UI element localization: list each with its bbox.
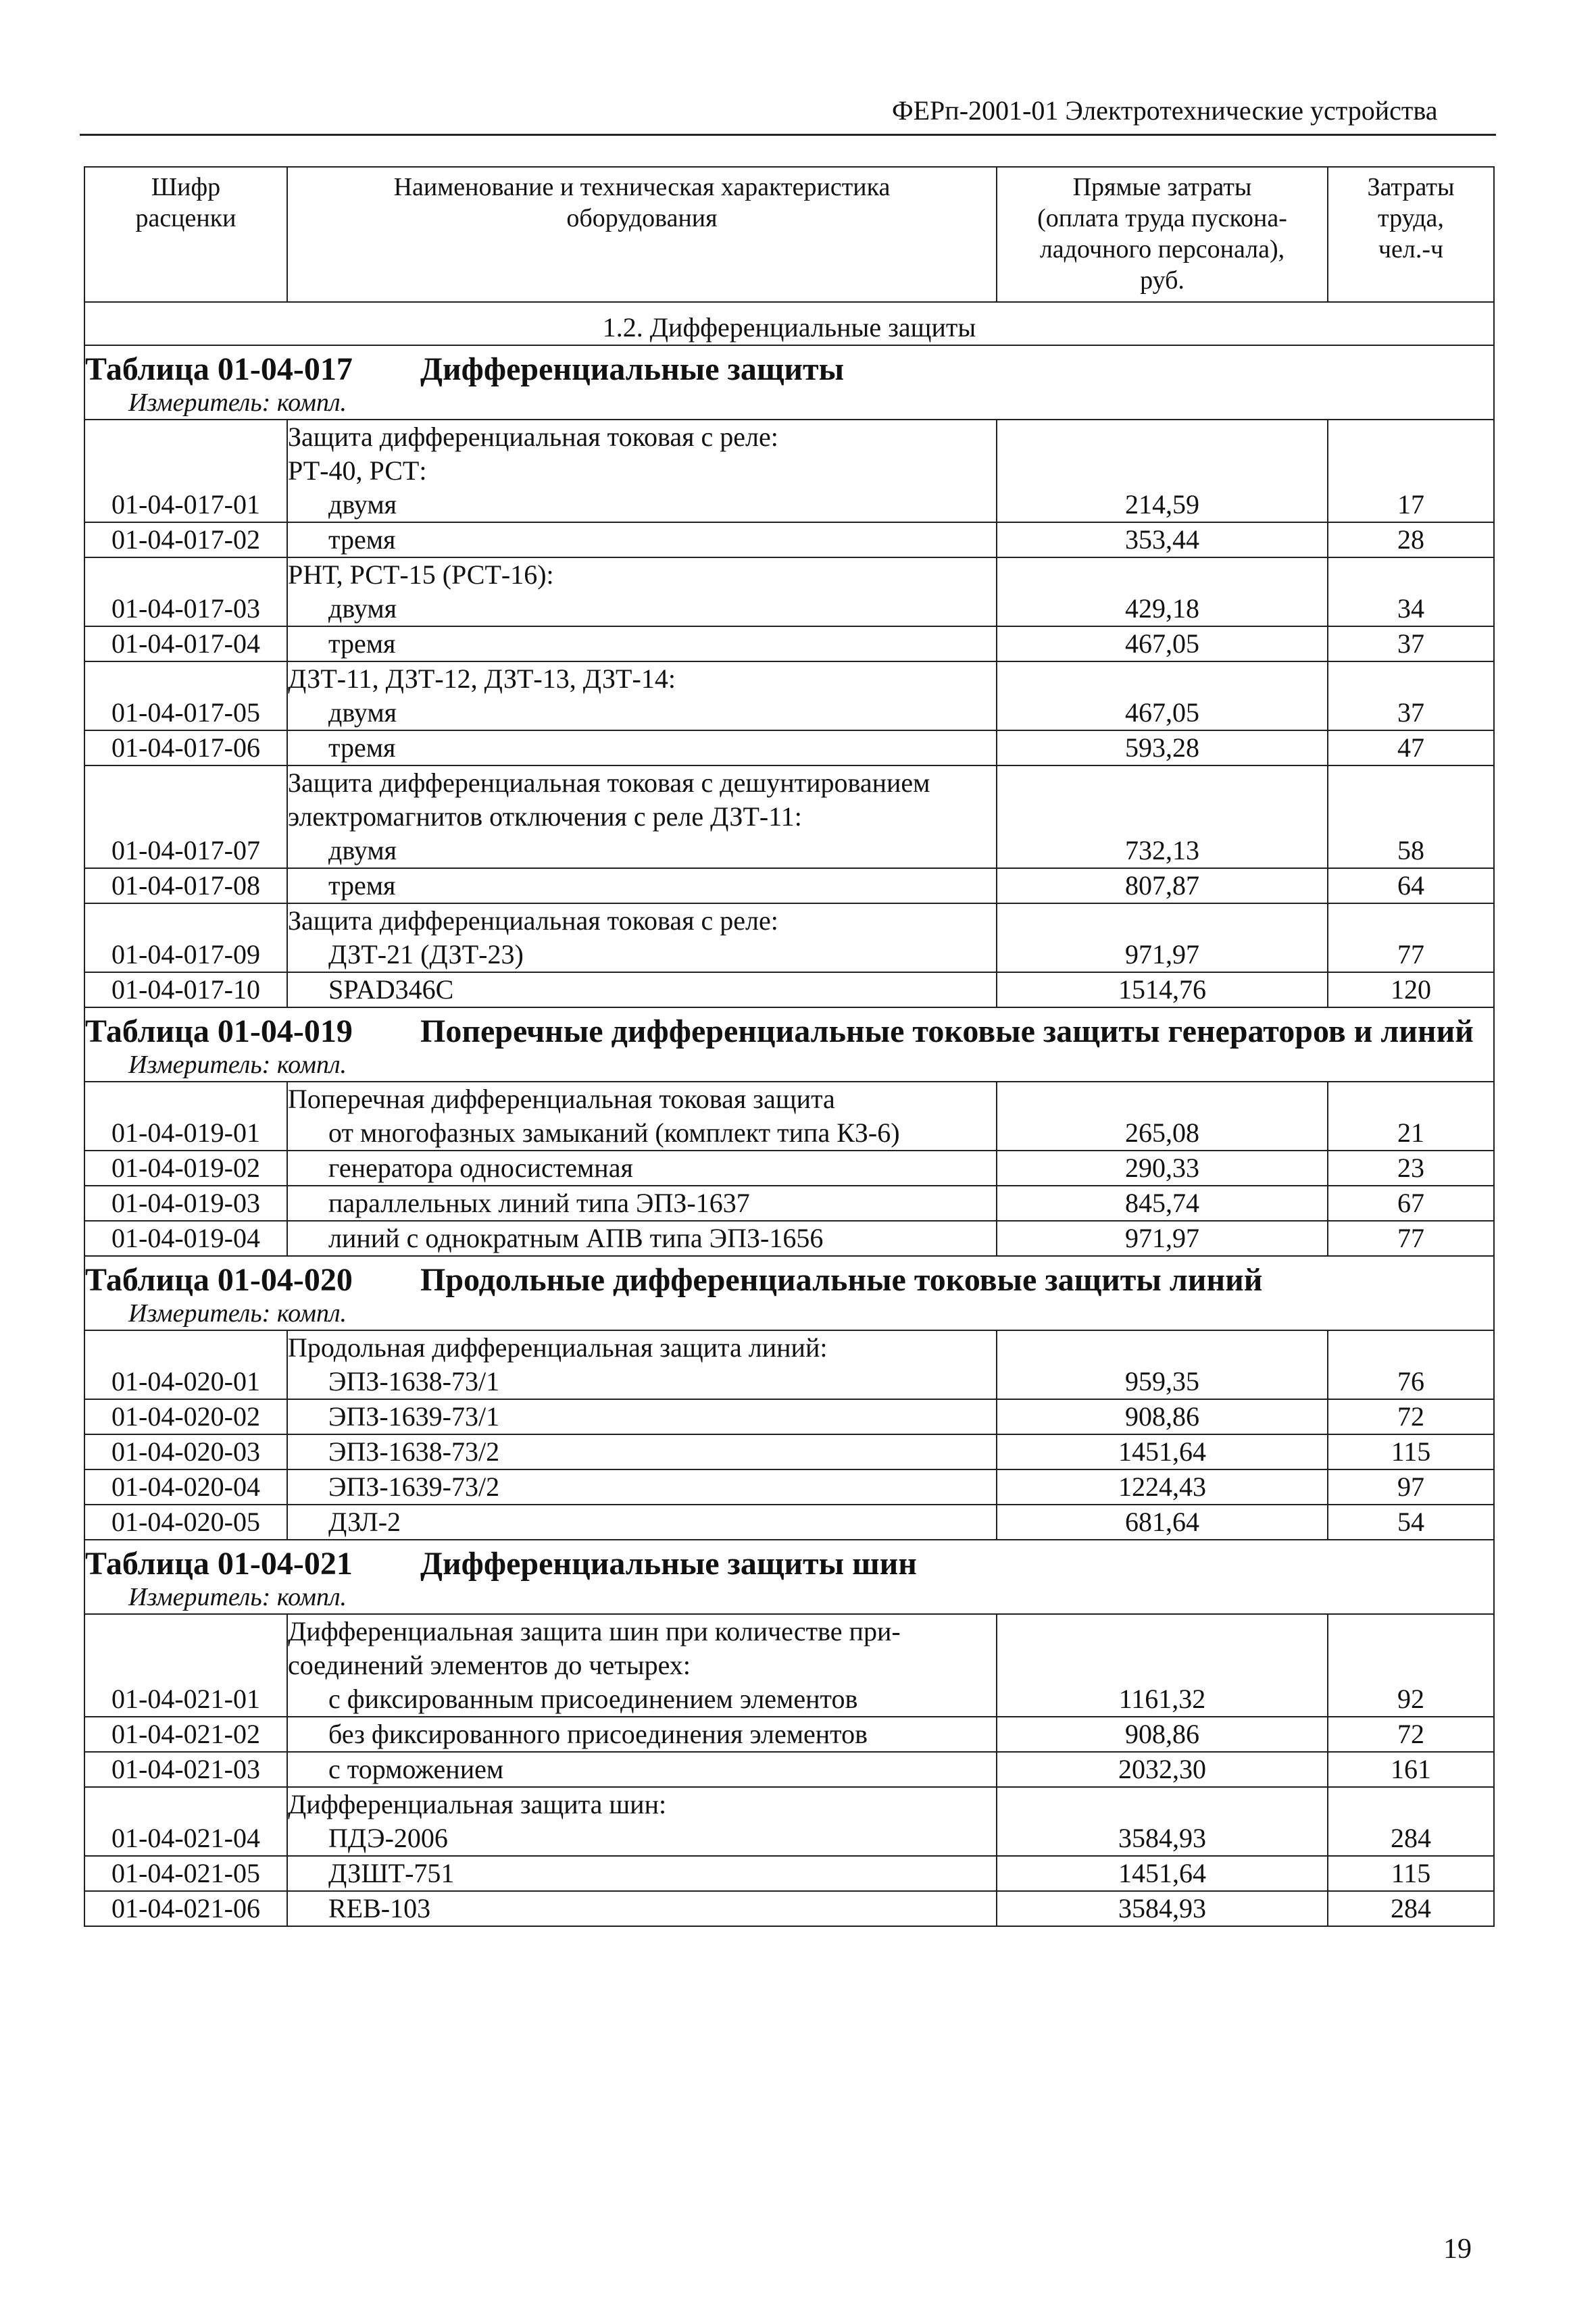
labor-value: 115 — [1328, 1434, 1494, 1469]
labor-value: 115 — [1328, 1856, 1494, 1891]
table-heading — [84, 1256, 1494, 1330]
labor-value: 28 — [1328, 522, 1494, 557]
group-heading: Продольная дифференциальная защита линий: — [288, 1332, 828, 1363]
section-row — [84, 302, 1494, 345]
item-name — [287, 868, 997, 903]
item-label: тремя — [328, 870, 396, 901]
rate-code: 01-04-017-07 — [84, 765, 287, 868]
item-label: ПДЭ-2006 — [328, 1823, 448, 1853]
table-row — [84, 557, 1494, 626]
column-header-code-line: расценки — [135, 204, 236, 232]
table-row — [84, 1505, 1494, 1540]
table-name: Поперечные дифференциальные токовые защиты генераторов и линий — [420, 1013, 1474, 1049]
labor-value: 37 — [1328, 626, 1494, 661]
table-number: Таблица 01-04-019 — [85, 1013, 353, 1049]
table-row — [84, 868, 1494, 903]
rate-code: 01-04-017-02 — [84, 522, 287, 557]
group-heading: Защита дифференциальная токовая с реле: — [288, 422, 778, 452]
item-name — [287, 1151, 997, 1186]
item-label: генератора односистемная — [328, 1153, 633, 1183]
rate-code: 01-04-017-01 — [84, 420, 287, 522]
labor-value: 161 — [1328, 1752, 1494, 1787]
rate-code: 01-04-019-04 — [84, 1221, 287, 1256]
rate-code: 01-04-021-02 — [84, 1717, 287, 1752]
table-name: Продольные дифференциальные токовые защиты линий — [420, 1262, 1263, 1298]
item-label: SPAD346C — [328, 974, 454, 1005]
table-row — [84, 765, 1494, 868]
table-row — [84, 1186, 1494, 1221]
page-number: 19 — [1443, 2234, 1472, 2265]
table-row — [84, 1891, 1494, 1926]
cost-value: 908,86 — [997, 1399, 1328, 1434]
item-label: параллельных линий типа ЭПЗ-1637 — [328, 1188, 750, 1218]
item-name — [287, 1082, 997, 1151]
item-name — [287, 1434, 997, 1469]
labor-value: 97 — [1328, 1469, 1494, 1505]
item-label: тремя — [328, 628, 396, 659]
cost-value: 3584,93 — [997, 1891, 1328, 1926]
table-title-row — [84, 1007, 1494, 1082]
item-name — [287, 765, 997, 868]
cost-value: 959,35 — [997, 1330, 1328, 1399]
item-name — [287, 1856, 997, 1891]
group-heading: Защита дифференциальная токовая с реле: — [288, 905, 778, 936]
cost-value: 467,05 — [997, 661, 1328, 730]
rate-code: 01-04-020-04 — [84, 1469, 287, 1505]
table-row — [84, 420, 1494, 522]
item-name — [287, 1891, 997, 1926]
column-header-row — [84, 167, 1494, 302]
item-label: линий с однократным АПВ типа ЭПЗ-1656 — [328, 1223, 824, 1253]
table-row — [84, 730, 1494, 765]
cost-value: 3584,93 — [997, 1787, 1328, 1856]
rate-code: 01-04-020-05 — [84, 1505, 287, 1540]
rate-code: 01-04-017-09 — [84, 903, 287, 972]
cost-value: 593,28 — [997, 730, 1328, 765]
labor-value: 23 — [1328, 1151, 1494, 1186]
item-label: с фиксированным присоединением элементов — [328, 1684, 858, 1714]
item-name — [287, 420, 997, 522]
column-header-labor-line: чел.-ч — [1378, 235, 1444, 263]
table-row — [84, 1151, 1494, 1186]
labor-value: 284 — [1328, 1891, 1494, 1926]
table-row — [84, 1717, 1494, 1752]
group-heading: соединений элементов до четырех: — [288, 1650, 691, 1680]
rate-code: 01-04-021-05 — [84, 1856, 287, 1891]
rate-code: 01-04-021-04 — [84, 1787, 287, 1856]
column-header-cost-line: руб. — [1140, 266, 1184, 295]
cost-value: 971,97 — [997, 1221, 1328, 1256]
rate-code: 01-04-017-06 — [84, 730, 287, 765]
cost-value: 1161,32 — [997, 1614, 1328, 1717]
item-label: двумя — [328, 489, 397, 520]
table-measure: Измеритель: компл. — [128, 388, 347, 417]
table-measure: Измеритель: компл. — [128, 1051, 347, 1079]
cost-value: 681,64 — [997, 1505, 1328, 1540]
labor-value: 77 — [1328, 1221, 1494, 1256]
labor-value: 120 — [1328, 972, 1494, 1007]
table-row — [84, 1330, 1494, 1399]
cost-value: 971,97 — [997, 903, 1328, 972]
cost-value: 429,18 — [997, 557, 1328, 626]
table-row — [84, 626, 1494, 661]
item-label: двумя — [328, 593, 397, 624]
item-name — [287, 522, 997, 557]
labor-value: 77 — [1328, 903, 1494, 972]
labor-value: 92 — [1328, 1614, 1494, 1717]
labor-value: 34 — [1328, 557, 1494, 626]
labor-value: 64 — [1328, 868, 1494, 903]
cost-value: 908,86 — [997, 1717, 1328, 1752]
table-title — [85, 1008, 1493, 1050]
table-title-row — [84, 345, 1494, 420]
cost-value: 353,44 — [997, 522, 1328, 557]
table-heading — [84, 345, 1494, 420]
group-heading: Защита дифференциальная токовая с дешунтированием — [288, 768, 930, 798]
group-heading: Поперечная дифференциальная токовая защита — [288, 1084, 835, 1114]
cost-value: 467,05 — [997, 626, 1328, 661]
rate-code: 01-04-021-03 — [84, 1752, 287, 1787]
item-name — [287, 730, 997, 765]
group-heading: ДЗТ-11, ДЗТ-12, ДЗТ-13, ДЗТ-14: — [288, 663, 676, 694]
labor-value: 37 — [1328, 661, 1494, 730]
item-label: ЭПЗ-1638-73/2 — [328, 1436, 500, 1467]
rate-code: 01-04-020-01 — [84, 1330, 287, 1399]
rate-code: 01-04-020-03 — [84, 1434, 287, 1469]
column-header-labor-line: Затраты — [1367, 173, 1455, 201]
table-row — [84, 1399, 1494, 1434]
rate-code: 01-04-019-03 — [84, 1186, 287, 1221]
table-heading — [84, 1007, 1494, 1082]
table-title — [85, 346, 1493, 388]
table-measure: Измеритель: компл. — [128, 1583, 347, 1611]
rate-code: 01-04-019-02 — [84, 1151, 287, 1186]
group-heading: РТ-40, РСТ: — [288, 455, 427, 486]
table-row — [84, 1614, 1494, 1717]
column-header-name — [287, 167, 997, 302]
item-name — [287, 557, 997, 626]
labor-value: 67 — [1328, 1186, 1494, 1221]
item-name — [287, 1330, 997, 1399]
item-label: двумя — [328, 697, 397, 728]
cost-value: 290,33 — [997, 1151, 1328, 1186]
column-header-name-line: оборудования — [566, 204, 718, 232]
cost-value: 1451,64 — [997, 1434, 1328, 1469]
item-name — [287, 1717, 997, 1752]
table-name: Дифференциальные защиты шин — [420, 1546, 917, 1582]
column-header-name-line: Наименование и техническая характеристика — [393, 173, 891, 201]
item-label: двумя — [328, 835, 397, 865]
column-header-code — [84, 167, 287, 302]
cost-value: 265,08 — [997, 1082, 1328, 1151]
item-name — [287, 1221, 997, 1256]
group-heading: РНТ, РСТ-15 (РСТ-16): — [288, 559, 554, 590]
column-header-cost — [997, 167, 1328, 302]
rate-code: 01-04-017-08 — [84, 868, 287, 903]
table-row — [84, 1469, 1494, 1505]
cost-value: 845,74 — [997, 1186, 1328, 1221]
running-header: ФЕРп-2001-01 Электротехнические устройства — [892, 95, 1438, 126]
item-label: ЭПЗ-1638-73/1 — [328, 1366, 500, 1397]
table-row — [84, 972, 1494, 1007]
column-header-code-line: Шифр — [151, 173, 221, 201]
rate-code: 01-04-017-03 — [84, 557, 287, 626]
table-number: Таблица 01-04-020 — [85, 1262, 353, 1298]
rates-table — [84, 166, 1495, 1927]
table-heading — [84, 1540, 1494, 1614]
table-name: Дифференциальные защиты — [420, 351, 845, 387]
column-header-labor — [1328, 167, 1494, 302]
item-name — [287, 1186, 997, 1221]
labor-value: 76 — [1328, 1330, 1494, 1399]
item-name — [287, 661, 997, 730]
item-name — [287, 1614, 997, 1717]
column-header-cost-line: (оплата труда пускона- — [1037, 204, 1287, 232]
table-row — [84, 522, 1494, 557]
item-label: ДЗЛ-2 — [328, 1507, 401, 1537]
labor-value: 58 — [1328, 765, 1494, 868]
labor-value: 21 — [1328, 1082, 1494, 1151]
group-heading: Дифференциальная защита шин: — [288, 1789, 667, 1819]
table-title-row — [84, 1256, 1494, 1330]
item-label: без фиксированного присоединения элементов — [328, 1719, 868, 1749]
item-name — [287, 903, 997, 972]
group-heading: электромагнитов отключения с реле ДЗТ-11: — [288, 801, 802, 832]
section-title: 1.2. Дифференциальные защиты — [84, 302, 1494, 345]
group-heading: Дифференциальная защита шин при количестве при- — [288, 1616, 901, 1646]
table-measure: Измеритель: компл. — [128, 1299, 347, 1328]
cost-value: 1514,76 — [997, 972, 1328, 1007]
cost-value: 2032,30 — [997, 1752, 1328, 1787]
column-header-cost-line: ладочного персонала), — [1039, 235, 1285, 263]
cost-value: 1451,64 — [997, 1856, 1328, 1891]
item-name — [287, 1787, 997, 1856]
rate-code: 01-04-021-06 — [84, 1891, 287, 1926]
labor-value: 54 — [1328, 1505, 1494, 1540]
rate-code: 01-04-021-01 — [84, 1614, 287, 1717]
item-name — [287, 1469, 997, 1505]
cost-value: 732,13 — [997, 765, 1328, 868]
table-number: Таблица 01-04-017 — [85, 351, 353, 387]
table-title — [85, 1257, 1493, 1299]
labor-value: 72 — [1328, 1399, 1494, 1434]
item-name — [287, 1399, 997, 1434]
item-name — [287, 1505, 997, 1540]
table-row — [84, 1856, 1494, 1891]
item-label: REB-103 — [328, 1893, 431, 1923]
labor-value: 47 — [1328, 730, 1494, 765]
rate-code: 01-04-020-02 — [84, 1399, 287, 1434]
labor-value: 72 — [1328, 1717, 1494, 1752]
item-label: тремя — [328, 732, 396, 763]
table-row — [84, 1221, 1494, 1256]
rate-code: 01-04-017-10 — [84, 972, 287, 1007]
cost-value: 1224,43 — [997, 1469, 1328, 1505]
item-name — [287, 1752, 997, 1787]
table-title-row — [84, 1540, 1494, 1614]
item-label: ЭПЗ-1639-73/1 — [328, 1401, 500, 1432]
item-label: от многофазных замыканий (комплект типа КЗ-6) — [328, 1117, 900, 1148]
table-row — [84, 1082, 1494, 1151]
item-name — [287, 972, 997, 1007]
cost-value: 214,59 — [997, 420, 1328, 522]
rate-code: 01-04-017-04 — [84, 626, 287, 661]
table-title — [85, 1540, 1493, 1582]
item-label: ДЗТ-21 (ДЗТ-23) — [328, 939, 524, 970]
item-name — [287, 626, 997, 661]
table-row — [84, 1434, 1494, 1469]
item-label: с торможением — [328, 1754, 504, 1784]
table-number: Таблица 01-04-021 — [85, 1546, 353, 1582]
item-label: ЭПЗ-1639-73/2 — [328, 1472, 500, 1502]
cost-value: 807,87 — [997, 868, 1328, 903]
table-row — [84, 1752, 1494, 1787]
item-label: тремя — [328, 524, 396, 555]
labor-value: 284 — [1328, 1787, 1494, 1856]
header-rule — [80, 134, 1496, 136]
item-label: ДЗШТ-751 — [328, 1858, 455, 1888]
labor-value: 17 — [1328, 420, 1494, 522]
column-header-cost-line: Прямые затраты — [1072, 173, 1252, 201]
column-header-labor-line: труда, — [1378, 204, 1444, 232]
table-row — [84, 1787, 1494, 1856]
rate-code: 01-04-019-01 — [84, 1082, 287, 1151]
rate-code: 01-04-017-05 — [84, 661, 287, 730]
table-row — [84, 661, 1494, 730]
table-row — [84, 903, 1494, 972]
